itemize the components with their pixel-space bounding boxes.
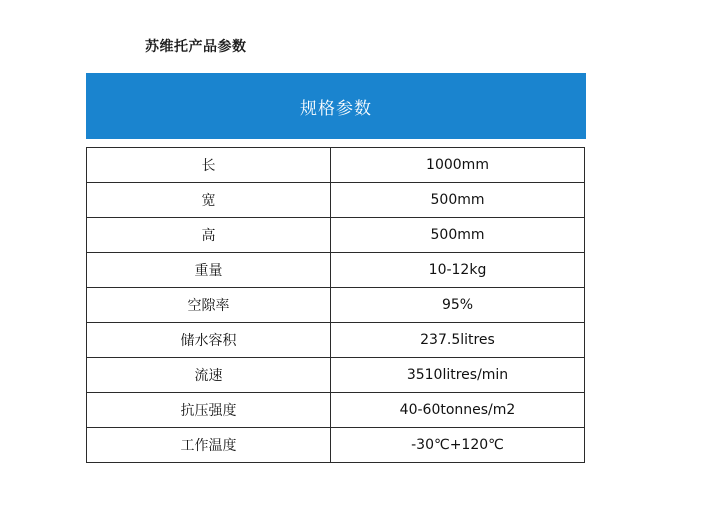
spec-value: 3510litres/min (331, 358, 585, 393)
spec-header-banner (86, 73, 586, 139)
spec-label: 长 (87, 148, 331, 183)
spec-value: -30℃+120℃ (331, 428, 585, 463)
table-row (87, 218, 585, 253)
page-title: 苏维托产品参数 (145, 39, 247, 55)
spec-label: 空隙率 (87, 288, 331, 323)
table-row (87, 323, 585, 358)
banner-title: 规格参数 (300, 98, 372, 119)
table-row (87, 148, 585, 183)
table-row (87, 288, 585, 323)
spec-table (86, 147, 585, 463)
spec-label: 高 (87, 218, 331, 253)
spec-value: 95% (331, 288, 585, 323)
spec-label: 工作温度 (87, 428, 331, 463)
spec-value: 40-60tonnes/m2 (331, 393, 585, 428)
spec-value: 10-12kg (331, 253, 585, 288)
table-row (87, 253, 585, 288)
table-row (87, 393, 585, 428)
spec-label: 流速 (87, 358, 331, 393)
table-row (87, 358, 585, 393)
spec-value: 500mm (331, 218, 585, 253)
spec-label: 抗压强度 (87, 393, 331, 428)
spec-value: 500mm (331, 183, 585, 218)
spec-label: 宽 (87, 183, 331, 218)
spec-value: 1000mm (331, 148, 585, 183)
spec-label: 重量 (87, 253, 331, 288)
spec-value: 237.5litres (331, 323, 585, 358)
table-row (87, 428, 585, 463)
spec-label: 储水容积 (87, 323, 331, 358)
table-row (87, 183, 585, 218)
